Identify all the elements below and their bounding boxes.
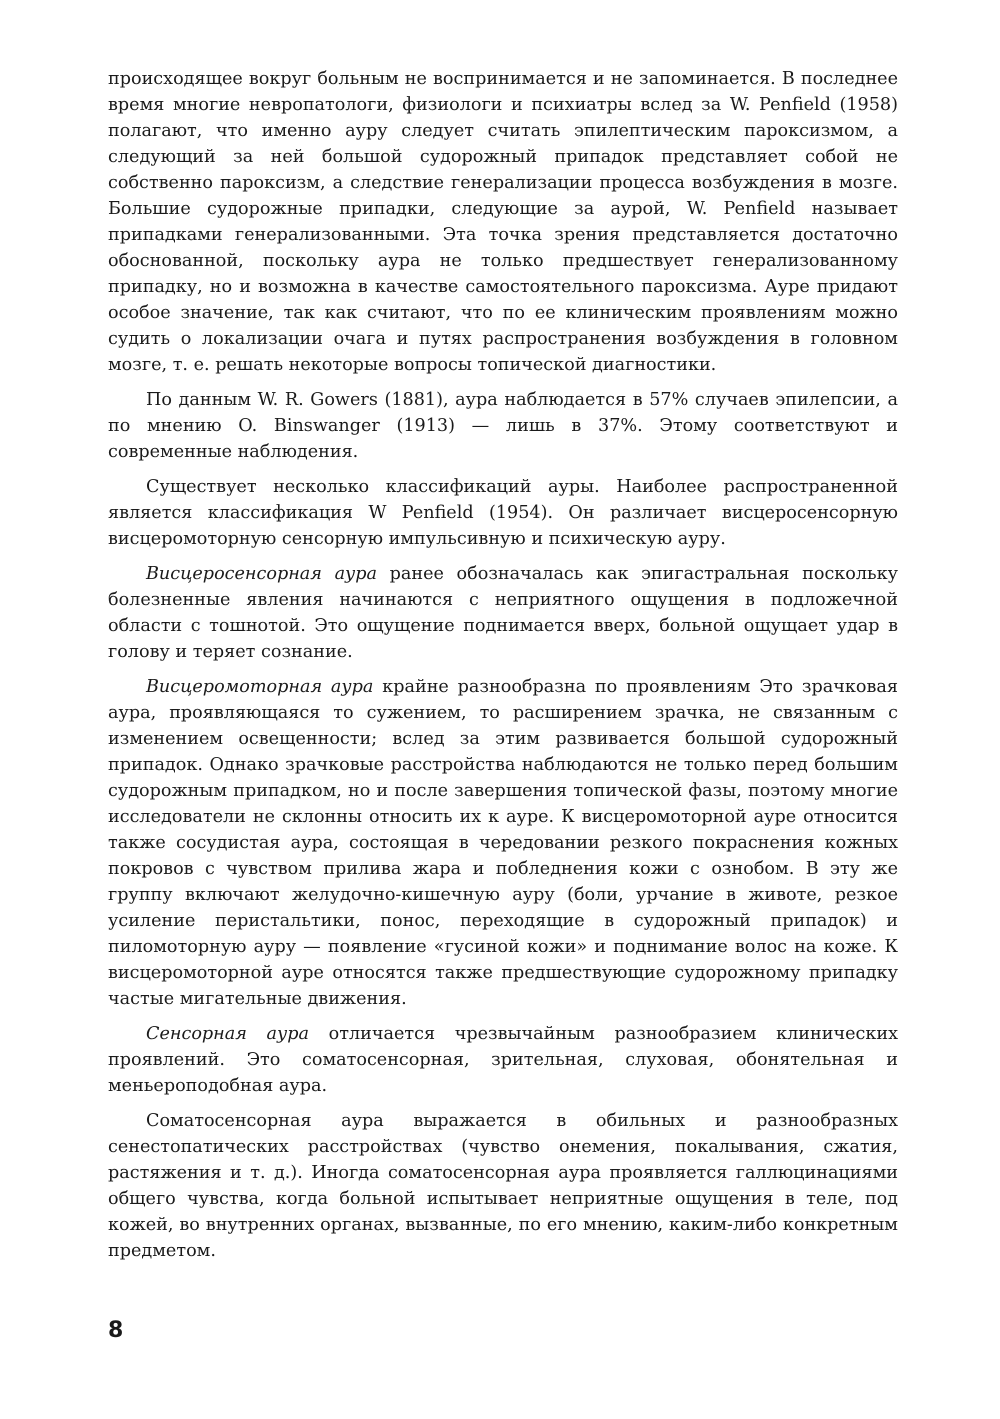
- paragraph-5: [108, 674, 898, 1012]
- paragraph-3-text: Существует несколько классификаций ауры. Наиболее распространенной является классификация W Penfield (1954). Он различает висцеросенсорную висцеромоторную сенсорную импульсивную и психическую ауру.: [108, 477, 898, 549]
- body-text: [108, 66, 898, 1273]
- paragraph-6-term: Сенсорная аура: [146, 1024, 309, 1044]
- paragraph-5-text: крайне разнообразна по проявлениям Это зрачковая аура, проявляющаяся то сужением, то расширением зрачка, не связанным с изменением освещенности; вслед за этим развивается большой судорожный припадок. Однако зрачковые расстройства наблюдаются не только перед большим судорожным припадком, но и после завершения топической фазы, поэтому многие исследователи не склонны относить их к ауре. К висцеромоторной ауре относится также сосудистая аура, состоящая в чередовании резкого покраснения кожных покровов с чувством прилива жара и побледнения кожи с ознобом. В эту же группу включают желудочно-кишечную ауру (боли, урчание в животе, резкое усиление перистальтики, понос, переходящие в судорожный припадок) и пиломоторную ауру — появление «гусиной кожи» и подниманиe волос на коже. К висцеромоторной ауре относятся также предшествующие судорожному припадку частые мигательные движения.: [108, 677, 898, 1009]
- paragraph-6: [108, 1021, 898, 1099]
- paragraph-2-text: По данным W. R. Gowers (1881), аура наблюдается в 57% случаев эпилепсии, а по мнению O. Binswanger (1913) — лишь в 37%. Этому соответствуют и современные наблюдения.: [108, 390, 898, 462]
- paragraph-7-text: Соматосенсорная аура выражается в обильных и разнообразных сенестопатических расстройствах (чувство онемения, покалывания, сжатия, растяжения и т. д.). Иногда соматосенсорная аура проявляется галлюцинациями общего чувства, когда больной испытывает неприятные ощущения в теле, под кожей, во внутренних органах, вызванные, по его мнению, каким-либо конкретным предметом.: [108, 1111, 898, 1261]
- paragraph-5-term: Висцеромоторная аура: [146, 677, 374, 697]
- paragraph-3: [108, 474, 898, 552]
- page-number: 8: [108, 1318, 124, 1343]
- paragraph-4: [108, 561, 898, 665]
- paragraph-4-term: Висцеросенсорная аура: [146, 564, 378, 584]
- paragraph-6-text: отличается чрезвычайным разнообразием клинических проявлений. Это соматосенсорная, зрительная, слуховая, обонятельная и меньероподобная аура.: [108, 1024, 899, 1096]
- paragraph-7: [108, 1108, 898, 1264]
- paragraph-4-text: ранее обозначалась как эпигастральная поскольку болезненные явления начинаются с неприятного ощущения в подложечной области с тошнотой. Это ощущение поднимается вверх, больной ощущает удар в голову и теряет сознание.: [108, 564, 898, 662]
- paragraph-1: [108, 66, 898, 378]
- paragraph-1-text: происходящее вокруг больным не воспринимается и не запоминается. В последнее время многие невропатологи, физиологи и психиатры вслед за W. Penfield (1958) полагают, что именно ауру следует считать эпилептическим пароксизмом, а следующий за ней большой судорожный припадок представляет собой не собственно пароксизм, а следствие генерализации процесса возбуждения в мозге. Большие судорожные припадки, следующие за аурой, W. Penfield называет припадками генерализованными. Эта точка зрения представляется достаточно обоснованной, поскольку аура не только предшествует генерализованному припадку, но и возможна в качестве самостоятельного пароксизма. Ауре придают особое значение, так как считают, что по ее клиническим проявлениям можно судить о локализации очага и путях распространения возбуждения в головном мозге, т. е. решать некоторые вопросы топической диагностики.: [108, 69, 898, 375]
- paragraph-2: [108, 387, 898, 465]
